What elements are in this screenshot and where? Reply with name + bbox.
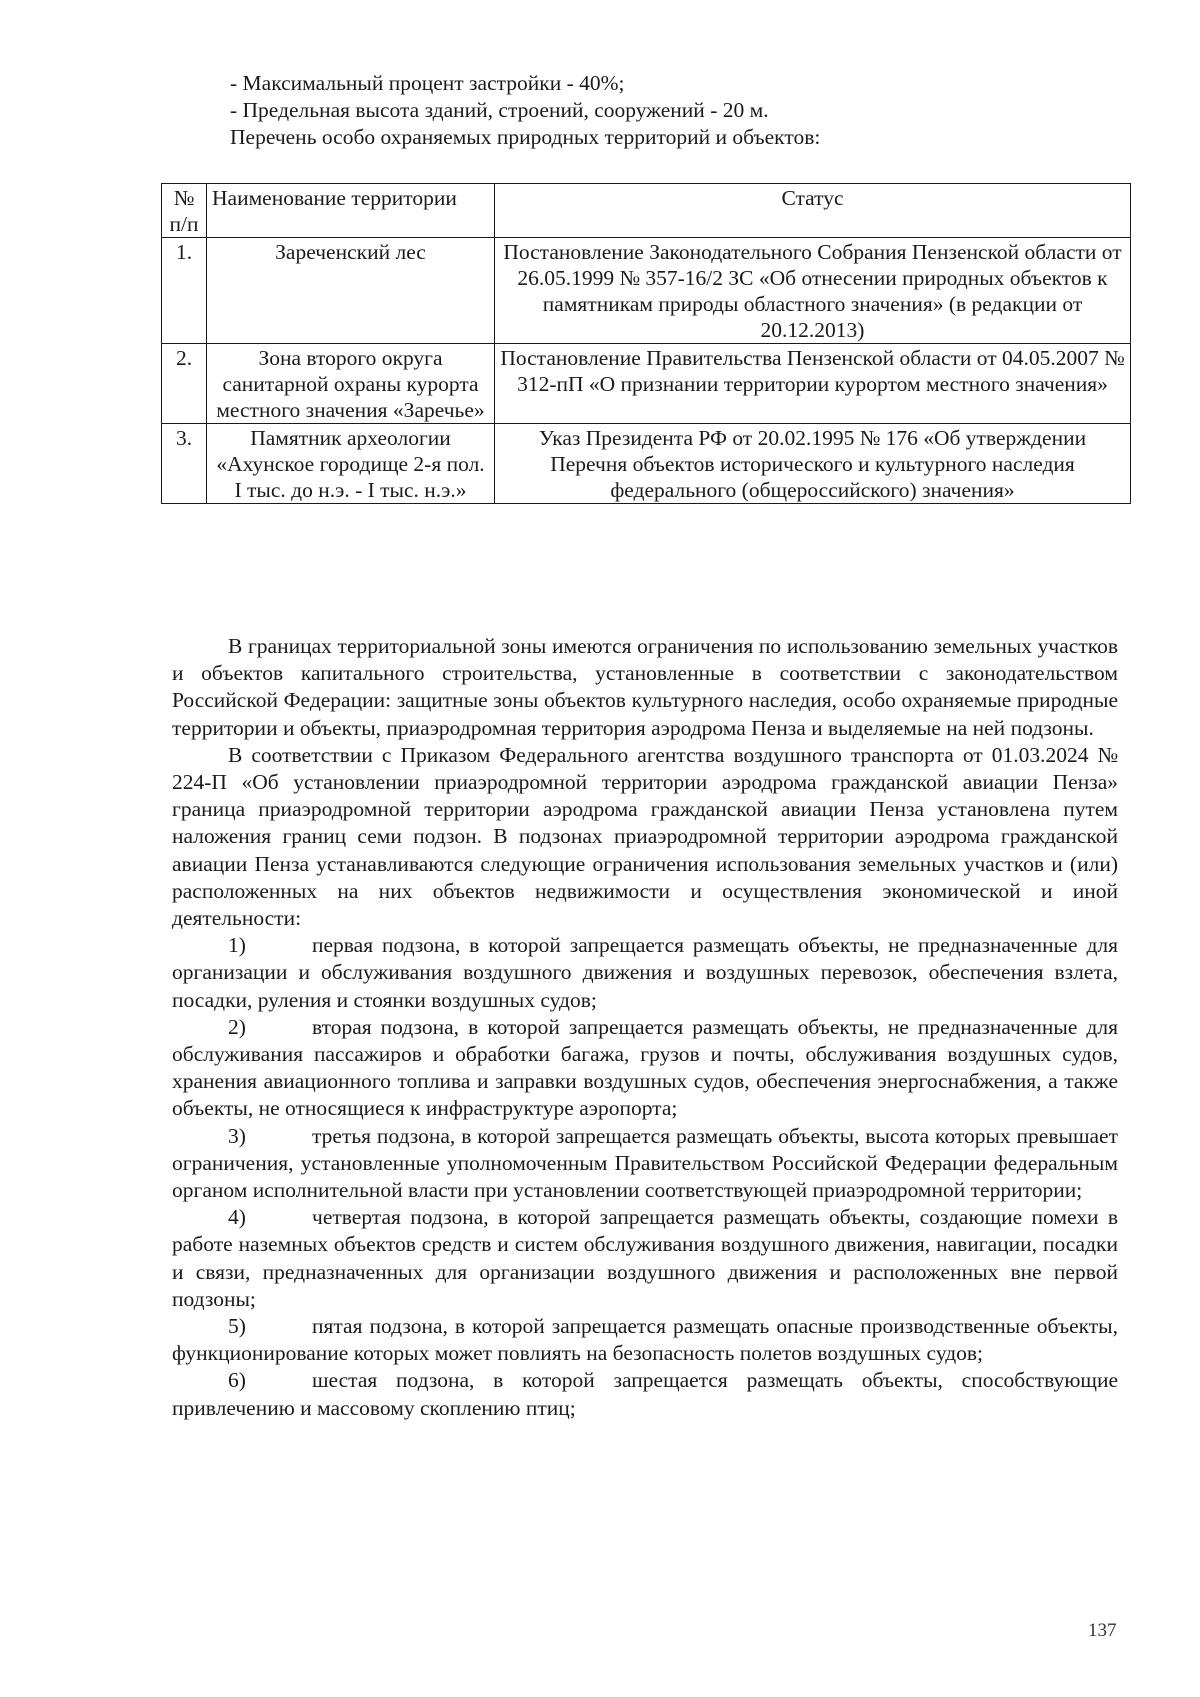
list-item-number: 6) [228, 1368, 246, 1393]
cell-status: Постановление Правительства Пензенской области от 04.05.2007 № 312-пП «О признании территории курортом местного значения» [495, 344, 1131, 424]
list-item-number: 2) [228, 1014, 246, 1039]
cell-num: 2. [162, 344, 207, 424]
cell-name: Зареченский лес [207, 238, 495, 344]
list-item [172, 1204, 1118, 1313]
cell-status: Постановление Законодательного Собрания Пензенской области от 26.05.1999 № 357-16/2 ЗС «Об отнесении природных объектов к памятникам природы областного значения» (в редакции от 20.12.2013) [495, 238, 1131, 344]
list-item-number: 5) [228, 1314, 246, 1339]
list-item [172, 1313, 1118, 1367]
paragraph-order: В соответствии с Приказом Федерального агентства воздушного транспорта от 01.03.2024 № 224-П «Об установлении приаэродромной территории аэродрома гражданской авиации Пенза» граница приаэродромной территории аэродрома гражданской авиации Пенза установлена путем наложения границ семи подзон. В подзонах приаэродромной территории аэродрома гражданской авиации Пенза устанавливаются следующие ограничения использования земельных участков и (или) расположенных на них объектов недвижимости и осуществления экономической и иной деятельности: [172, 742, 1118, 931]
header-num: № п/п [162, 184, 207, 238]
list-item [172, 1123, 1118, 1205]
list-item-text: четвертая подзона, в которой запрещается размещать объекты, создающие помехи в работе наземных объектов средств и систем обслуживания воздушного движения, навигации, посадки и связи, предназначенных для организации воздушного движения и расположенных вне первой подзоны; [172, 1205, 1118, 1311]
list-item-number: 4) [228, 1205, 246, 1230]
intro-line-max-height: - Предельная высота зданий, строений, сооружений - 20 м. [230, 98, 769, 122]
body-text [172, 633, 1118, 1422]
list-item-text: первая подзона, в которой запрещается размещать объекты, не предназначенные для организации и обслуживания воздушного движения и воздушных перевозок, обеспечения взлета, посадки, руления и стоянки воздушных судов; [172, 933, 1118, 1012]
list-item-text: шестая подзона, в которой запрещается размещать объекты, способствующие привлечению и массовому скоплению птиц; [172, 1368, 1118, 1420]
intro-line-list-title: Перечень особо охраняемых природных территорий и объектов: [230, 125, 821, 149]
header-name: Наименование территории [207, 184, 495, 238]
cell-num: 1. [162, 238, 207, 344]
table-row [162, 344, 1131, 424]
cell-num: 3. [162, 424, 207, 504]
table-header-row [162, 184, 1131, 238]
table-row [162, 238, 1131, 344]
protected-areas-table [161, 183, 1131, 504]
list-item-number: 3) [228, 1123, 246, 1148]
list-item-number: 1) [228, 933, 246, 958]
list-item-text: вторая подзона, в которой запрещается размещать объекты, не предназначенные для обслуживания пассажиров и обработки багажа, грузов и почты, обслуживания воздушных судов, хранения авиационного топлива и заправки воздушных судов, обеспечения энергоснабжения, а также объекты, не относящиеся к инфраструктуре аэропорта; [172, 1014, 1118, 1121]
list-item [172, 932, 1118, 1014]
cell-name: Памятник археологии «Ахунское городище 2-я пол. I тыс. до н.э. - I тыс. н.э.» [207, 424, 495, 504]
intro-line-max-coverage: - Максимальный процент застройки - 40%; [230, 71, 625, 95]
list-item-text: третья подзона, в которой запрещается размещать объекты, высота которых превышает ограничения, установленные уполномоченным Правительством Российской Федерации федеральным органом исполнительной власти при установлении соответствующей приаэродромной территории; [172, 1123, 1118, 1203]
list-item-text: пятая подзона, в которой запрещается размещать опасные производственные объекты, функционирование которых может повлиять на безопасность полетов воздушных судов; [172, 1314, 1118, 1366]
list-item [172, 1014, 1118, 1123]
table-row [162, 424, 1131, 504]
cell-status: Указ Президента РФ от 20.02.1995 № 176 «Об утверждении Перечня объектов исторического и культурного наследия федерального (общероссийского) значения» [495, 424, 1131, 504]
page-number: 137 [1088, 1620, 1117, 1641]
intro-block [230, 70, 1130, 151]
cell-name: Зона второго округа санитарной охраны курорта местного значения «Заречье» [207, 344, 495, 424]
paragraph-restrictions: В границах территориальной зоны имеются ограничения по использованию земельных участков и объектов капитального строительства, установленные в соответствии с законодательством Российской Федерации: защитные зоны объектов культурного наследия, особо охраняемые природные территории и объекты, приаэродромная территория аэродрома Пенза и выделяемые на ней подзоны. [172, 634, 1118, 740]
header-status: Статус [495, 184, 1131, 238]
list-item [172, 1367, 1118, 1421]
